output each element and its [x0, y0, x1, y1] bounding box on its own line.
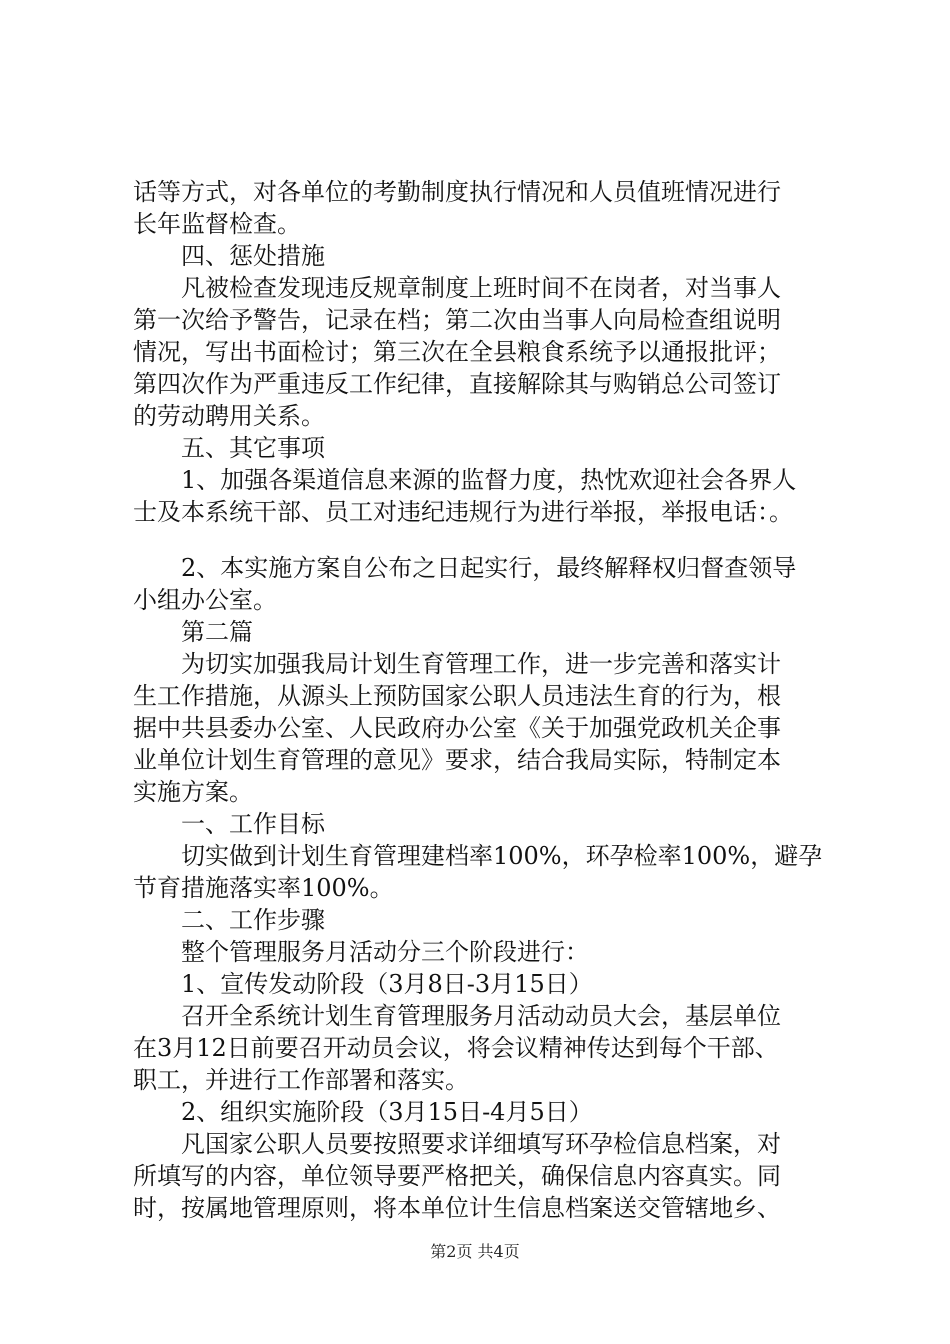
body-text-line: 业单位计划生育管理的意见》要求，结合我局实际，特制定本	[133, 746, 781, 774]
part-heading: 第二篇	[133, 618, 253, 646]
subsection-heading: 1、宣传发动阶段（3月8日-3月15日）	[133, 970, 593, 998]
section-heading: 五、其它事项	[133, 434, 325, 462]
body-text-line: 职工，并进行工作部署和落实。	[133, 1066, 469, 1094]
body-text-line: 时，按属地管理原则，将本单位计生信息档案送交管辖地乡、	[133, 1194, 781, 1222]
body-text-line: 第一次给予警告，记录在档；第二次由当事人向局检查组说明	[133, 306, 781, 334]
body-text-line: 长年监督检查。	[133, 210, 301, 238]
body-text-line: 的劳动聘用关系。	[133, 402, 325, 430]
page-number-footer: 第2页 共4页	[430, 1242, 520, 1261]
body-text-line: 召开全系统计划生育管理服务月活动动员大会，基层单位	[133, 1002, 781, 1030]
body-text-line: 在3月12日前要召开动员会议，将会议精神传达到每个干部、	[133, 1034, 779, 1062]
body-text-line: 第四次作为严重违反工作纪律，直接解除其与购销总公司签订	[133, 370, 781, 398]
body-text-line: 实施方案。	[133, 778, 253, 806]
body-text-line: 士及本系统干部、员工对违纪违规行为进行举报，举报电话：。	[133, 498, 793, 526]
section-heading: 一、工作目标	[133, 810, 325, 838]
body-text-line: 话等方式，对各单位的考勤制度执行情况和人员值班情况进行	[133, 178, 781, 206]
body-text-line: 2、本实施方案自公布之日起实行，最终解释权归督查领导	[133, 554, 797, 582]
subsection-heading: 2、组织实施阶段（3月15日-4月5日）	[133, 1098, 593, 1126]
body-text-line: 为切实加强我局计划生育管理工作，进一步完善和落实计	[133, 650, 781, 678]
body-text-line: 凡被检查发现违反规章制度上班时间不在岗者，对当事人	[133, 274, 781, 302]
section-heading: 二、工作步骤	[133, 906, 325, 934]
body-text-line: 1、加强各渠道信息来源的监督力度，热忱欢迎社会各界人	[133, 466, 797, 494]
body-text-line: 据中共县委办公室、人民政府办公室《关于加强党政机关企事	[133, 714, 781, 742]
section-heading: 四、惩处措施	[133, 242, 325, 270]
body-text-line: 凡国家公职人员要按照要求详细填写环孕检信息档案，对	[133, 1130, 781, 1158]
body-text-line: 生工作措施，从源头上预防国家公职人员违法生育的行为，根	[133, 682, 781, 710]
body-text-line: 切实做到计划生育管理建档率100%，环孕检率100%，避孕	[133, 842, 823, 870]
body-text-line: 所填写的内容，单位领导要严格把关，确保信息内容真实。同	[133, 1162, 781, 1190]
body-text-line: 节育措施落实率100%。	[133, 874, 394, 902]
body-text-line: 小组办公室。	[133, 586, 277, 614]
body-text-line: 情况，写出书面检讨；第三次在全县粮食系统予以通报批评；	[133, 338, 781, 366]
body-text-line: 整个管理服务月活动分三个阶段进行：	[133, 938, 589, 966]
